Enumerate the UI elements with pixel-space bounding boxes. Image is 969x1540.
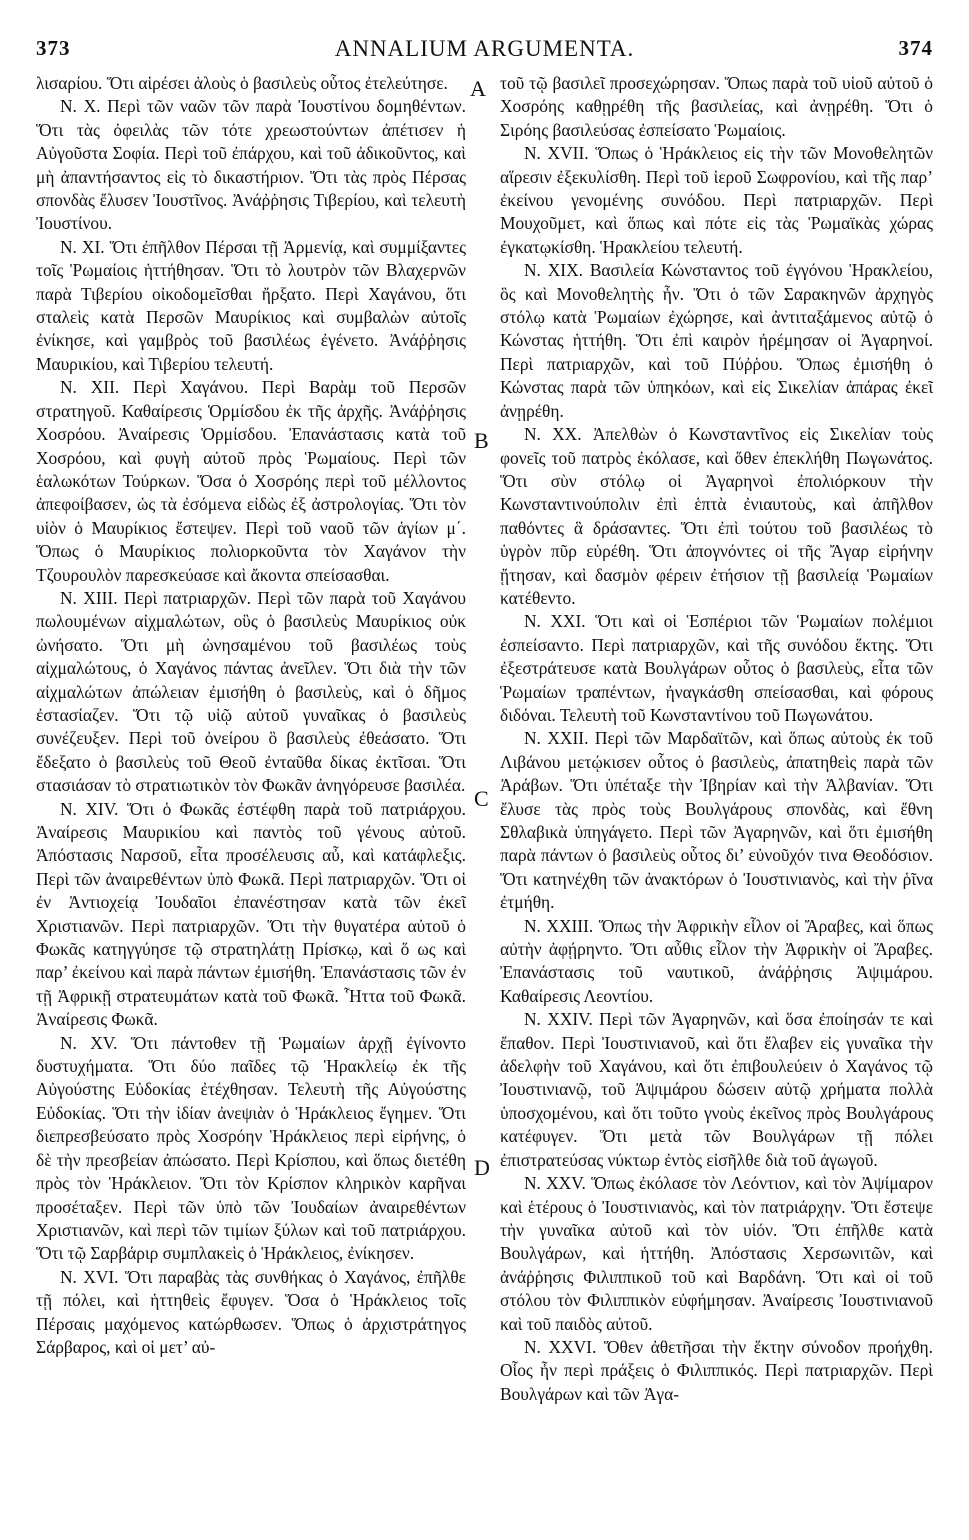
paragraph-continuation: τοῦ τῷ βασιλεῖ προσεχώρησαν. Ὅπως παρὰ τοῦ υἱοῦ αὐτοῦ ὁ Χοσρόης καθῃρέθη τῆς βασιλείας, καὶ ἀνῃρέθη. Ὅτι ὁ Σιρόης βασιλεύσας ἐσπείσατο Ῥωμαίοις. — [500, 73, 933, 140]
section-n-xxiv: N. XXIV. Περὶ τῶν Ἀγαρηνῶν, καὶ ὅσα ἐποίησάν τε καὶ ἔπαθον. Περὶ Ἰουστινιανοῦ, καὶ ὅτι ἔλαβεν εἰς γυναῖκα τὴν ἀδελφὴν τοῦ Χαγάνου, καὶ ὅτι ἐπιβουλεύειν ὁ Χαγάνος τῷ Ἰουστινιανῷ, τοῦ Ἀψιμάρου δώσειν αὐτῷ χρήματα πολλὰ ὑποσχομένου, καὶ ὅτι τοῦτο γνοὺς ἐκεῖνος πρὸς Βουλγάρους κατέφυγεν. Ὅτι μετὰ τῶν Βουλγάρων τῇ πόλει ἐπιστρατεύσας νύκτωρ ἐντὸς εἰσῆλθε διὰ τοῦ ἀγωγοῦ. — [500, 1009, 933, 1170]
section-n-xiii: N. XIII. Περὶ πατριαρχῶν. Περὶ τῶν παρὰ τοῦ Χαγάνου πωλουμένων αἰχμαλώτων, οὓς ὁ βασιλεὺς Μαυρίκιος οὐκ ὠνήσατο. Ὅτι μὴ ὠνησαμένου τοῦ βασιλέως τοὺς αἰχμαλώτους, ὁ Χαγάνος πάντας ἀνεῖλεν. Ὅτι διὰ τὴν τῶν αἰχμαλώτων ἀπώλειαν ἐμισήθη ὁ βασιλεὺς, καὶ ὁ δῆμος ἐστασίαζεν. Ὅτι τῷ υἱῷ αὐτοῦ γυναῖκας ὁ βασιλεὺς συνέζευξεν. Περὶ τοῦ ὀνείρου ὃ βασιλεὺς ἐθεάσατο. Ὅτι ἔδεξατο ὁ βασιλεὺς τοῦ Θεοῦ ἐνταῦθα δίκας ἐκτῖσαι. Ὅτι στασιάσαν τὸ στρατιωτικὸν τὸν Φωκᾶν ἀνηγόρευσε βασιλέα. — [36, 587, 466, 796]
section-n-xiv: N. XIV. Ὅτι ὁ Φωκᾶς ἐστέφθη παρὰ τοῦ πατριάρχου. Ἀναίρεσις Μαυρικίου καὶ παντὸς τοῦ γένους αὐτοῦ. Ἀπόστασις Ναρσοῦ, εἶτα προσέλευσις αὖ, καὶ κατάφλεξις. Περὶ τῶν ἀναιρεθέντων ὑπὸ Φωκᾶ. Περὶ πατριαρχῶν. Ὅτι οἱ ἐν Ἀντιοχείᾳ Ἰουδαῖοι ἐπανέστησαν κατὰ τῶν ἐκεῖ Χριστιανῶν. Περὶ πατριαρχῶν. Ὅτι τὴν θυγατέρα αὐτοῦ ὁ Φωκᾶς κατηγγύησε τῷ στρατηλάτῃ Πρίσκῳ, καὶ ὅ ως καὶ παρ’ ἐκείνου καὶ παρὰ πάντων ἐμισήθη. Ἐπανάστασις τῶν ἐν τῇ Ἀφρικῇ στρατευμάτων κατὰ τοῦ Φωκᾶ. Ἧττα τοῦ Φωκᾶ. Ἀναίρεσις Φωκᾶ. — [36, 798, 466, 1030]
margin-marker-c: C — [474, 786, 489, 811]
page-number-right: 374 — [898, 36, 933, 60]
margin-marker-a: A — [470, 76, 486, 101]
left-column — [36, 72, 466, 1520]
section-n-xx: N. XX. Ἀπελθὼν ὁ Κωνσταντῖνος εἰς Σικελίαν τοὺς φονεῖς τοῦ πατρὸς ἐκόλασε, καὶ ὅθεν ἐπεκλήθη Πωγωνάτος. Ὅτι σὺν στόλῳ οἱ Ἀγαρηνοὶ ἐπολιόρκουν τὴν Κωνσταντινούπολιν ἐπὶ ἑπτὰ ἐνιαυτοὺς, καὶ ἀπῆλθον παθόντες ἃ δράσαντες. Ὅτι ἐπὶ τούτου τοῦ βασιλέως τὸ ὑγρὸν πῦρ εὑρέθη. Ὅτι ἀπογνόντες οἱ τῆς Ἄγαρ εἰρήνην ᾔτησαν, καὶ δασμὸν φέρειν ἐτήσιον τῇ βασιλείᾳ Ῥωμαίων κατέθεντο. — [500, 424, 933, 608]
section-n-xvii: N. XVII. Ὅπως ὁ Ἡράκλειος εἰς τὴν τῶν Μονοθελητῶν αἵρεσιν ἐξεκυλίσθη. Περὶ τοῦ ἱεροῦ Σωφρονίου, καὶ τῆς παρ’ ἐκείνου γενομένης συνόδου. Περὶ πατριαρχῶν. Περὶ Μουχοῦμετ, καὶ ὅπως καὶ πότε εἰς τὰς Ῥωμαϊκὰς χώρας ἐγκατῳκίσθη. Ἡρακλείου τελευτή. — [500, 143, 933, 257]
section-n-x: N. X. Περὶ τῶν ναῶν τῶν παρὰ Ἰουστίνου δομηθέντων. Ὅτι τὰς ὀφειλὰς τῶν τότε χρεωστούντων ἀπέτισεν ἡ Αὐγοῦστα Σοφία. Περὶ τοῦ ἐπάρχου, καὶ τοῦ ἀδικοῦντος, καὶ μὴ ἀπαντήσαντος εἰς τὸ δικαστήριον. Ὅτι τὰς πρὸς Πέρσας σπονδὰς ἔλυσεν Ἰουστῖνος. Ἀνάῤῥησις Τιβερίου, καὶ τελευτὴ Ἰουστίνου. — [36, 96, 466, 234]
section-n-xi: N. XI. Ὅτι ἐπῆλθον Πέρσαι τῇ Ἀρμενίᾳ, καὶ συμμίξαντες τοῖς Ῥωμαίοις ἡττήθησαν. Ὅτι τὸ λουτρὸν τῶν Βλαχερνῶν παρὰ Τιβερίου οἰκοδομεῖσθαι ἤρξατο. Περὶ Χαγάνου, ὅτι σταλεὶς κατὰ Περσῶν Μαυρίκιος καὶ συμβαλὼν αὐτοῖς ἐνίκησε, καὶ γαμβρὸς τοῦ βασιλέως ἐγένετο. Ἀνάῤῥησις Μαυρικίου, καὶ Τιβερίου τελευτή. — [36, 236, 466, 374]
margin-marker-b: B — [474, 428, 489, 453]
section-n-xxiii: N. XXIII. Ὅπως τὴν Ἀφρικὴν εἷλον οἱ Ἄραβες, καὶ ὅπως αὐτὴν ἀφῄρηντο. Ὅτι αὖθις εἷλον τὴν Ἀφρικὴν οἱ Ἄραβες. Ἐπανάστασις τοῦ ναυτικοῦ, ἀνάῤῥησις Ἀψιμάρου. Καθαίρεσις Λεοντίου. — [500, 915, 933, 1006]
page-number-left: 373 — [36, 36, 71, 60]
paragraph-continuation: λισαρίου. Ὅτι αἱρέσει ἁλοὺς ὁ βασιλεὺς οὗτος ἐτελεύτησε. — [36, 73, 448, 93]
running-title: ANNALIUM ARGUMENTA. — [334, 36, 635, 61]
section-n-xvi: N. XVI. Ὅτι παραβὰς τὰς συνθήκας ὁ Χαγάνος, ἐπῆλθε τῇ πόλει, καὶ ἡττηθεὶς ἔφυγεν. Ὅσα ὁ Ἡράκλειος τοῖς Πέρσαις μαχόμενος κατώρθωσεν. Ὅπως ὁ ἀρχιστράτηγος Σάρβαρος, καὶ οἱ μετ’ αὐ- — [36, 1266, 466, 1357]
section-n-xxv: N. XXV. Ὅπως ἐκόλασε τὸν Λεόντιον, καὶ τὸν Ἀψίμαρον καὶ ἑτέρους ὁ Ἰουστινιανὸς, καὶ τὸν πατριάρχην. Ὅτι ἔστεψε τὴν γυναῖκα αὐτοῦ καὶ τὸν υἱόν. Ὅτι ἐπῆλθε κατὰ Βουλγάρων, καὶ ἡττήθη. Ἀπόστασις Χερσωνιτῶν, καὶ ἀνάῤῥησις Φιλιππικοῦ τοῦ καὶ Βαρδάνη. Ὅτι καὶ οἱ τοῦ στόλου τὸν Φιλιππικὸν εὐφήμησαν. Ἀναίρεσις Ἰουστινιανοῦ καὶ τοῦ παιδὸς αὐτοῦ. — [500, 1173, 933, 1334]
section-n-xv: N. XV. Ὅτι πάντοθεν τῇ Ῥωμαίων ἀρχῇ ἐγίνοντο δυστυχήματα. Ὅτι δύο παῖδες τῷ Ἡρακλείῳ ἐκ τῆς Αὐγούστης Εὐδοκίας ἐτέχθησαν. Τελευτὴ τῆς Αὐγούστης Εὐδοκίας. Ὅτι τὴν ἰδίαν ἀνεψιὰν ὁ Ἡράκλειος ἔγημεν. Ὅτι διεπρεσβεύσατο πρὸς Χοσρόην Ἡράκλειος περὶ εἰρήνης, ὁ δὲ τὴν πρεσβείαν ἀπώσατο. Περὶ Κρίσπου, καὶ ὅπως διετέθη πρὸς τὸν Ἡράκλειον. Ὅτι τὸν Κρίσπον κληρικὸν καρῆναι προσέταξεν. Περὶ τῶν ὑπὸ τῶν Ἰουδαίων ἀναιρεθέντων Χριστιανῶν, καὶ περὶ τῶν τιμίων ξύλων καὶ τοῦ πατριάρχου. Ὅτι τῷ Σαρβάριρ συμπλακεὶς ὁ Ἡράκλειος, ἐνίκησεν. — [36, 1032, 466, 1264]
margin-marker-d: D — [474, 1155, 490, 1180]
section-n-xix: N. XIX. Βασιλεία Κώνσταντος τοῦ ἐγγόνου Ἡρακλείου, ὃς καὶ Μονοθελητὴς ἦν. Ὅτι ὁ τῶν Σαρακηνῶν ἀρχηγὸς στόλῳ κατὰ Ῥωμαίων ἐχώρησε, καὶ ἀντιταξάμενος αὐτῷ ὁ Κώνστας ἡττήθη. Ὅτι ἐπὶ καιρὸν ἠρέμησαν οἱ Ἀγαρηνοί. Περὶ πατριαρχῶν, καὶ τοῦ Πύῤῥου. Ὅπως ἐμισήθη ὁ Κώνστας παρὰ τῶν ὑπηκόων, καὶ εἰς Σικελίαν ἀπάρας ἐκεῖ ἀνῃρέθη. — [500, 260, 933, 421]
page-header — [36, 36, 933, 68]
section-n-xxi: N. XXI. Ὅτι καὶ οἱ Ἑσπέριοι τῶν Ῥωμαίων πολέμιοι ἐσπείσαντο. Περὶ πατριαρχῶν, καὶ τῆς συνόδου ἕκτης. Ὅτι ἐξεστράτευσε κατὰ Βουλγάρων οὗτος ὁ βασιλεὺς, εἶτα τῶν Ῥωμαίων τραπέντων, ἠναγκάσθη σπείσασθαι, καὶ φόρους διδόναι. Τελευτὴ τοῦ Κωνσταντίνου τοῦ Πωγωνάτου. — [500, 611, 933, 725]
section-n-xii: N. XII. Περὶ Χαγάνου. Περὶ Βαρὰμ τοῦ Περσῶν στρατηγοῦ. Καθαίρεσις Ὁρμίσδου ἐκ τῆς ἀρχῆς. Ἀνάῤῥησις Χοσρόου. Ἀναίρεσις Ὁρμίσδου. Ἐπανάστασις κατὰ τοῦ Χοσρόου, καὶ φυγὴ αὐτοῦ πρὸς Ῥωμαίους. Περὶ τῶν ἑαλωκότων Τούρκων. Ὅσα ὁ Χοσρόης περὶ τοῦ μέλλοντος ἀπεφοίβασεν, ὡς τὰ ἐσόμενα εἰδὼς ἐξ ἀστρολογίας. Ὅτι τὸν υἱὸν ὁ Μαυρίκιος ἔστεψεν. Περὶ τοῦ ναοῦ τῶν ἁγίων μ΄. Ὅπως ὁ Μαυρίκιος πολιορκοῦντα τὸν Χαγάνον τὴν Τζουρουλὸν παρεσκεύασε καὶ ἄκοντα σπείσασθαι. — [36, 377, 466, 585]
section-n-xxii: N. XXII. Περὶ τῶν Μαρδαϊτῶν, καὶ ὅπως αὐτοὺς ἐκ τοῦ Λιβάνου μετῴκισεν οὗτος ὁ βασιλεὺς, ἀπατηθεὶς παρὰ τῶν Ἀράβων. Ὅτι ὑπέταξε τὴν Ἰβηρίαν καὶ τὴν Ἀλβανίαν. Ὅτι ἔλυσε τὰς πρὸς τοὺς Βουλγάρους σπονδὰς, καὶ ἔθνη Σθλαβικὰ ὑπηγάγετο. Περὶ τῶν Ἀγαρηνῶν, καὶ ὅτι ἐμισήθη παρὰ πάντων ὁ βασιλεὺς οὗτος δι’ εὐνοῦχόν τινα Θεοδόσιον. Ὅτι κατηνέχθη τῶν ἀνακτόρων ὁ Ἰουστινιανὸς, καὶ τὴν ῥῖνα ἐτμήθη. — [500, 728, 933, 913]
right-column — [500, 72, 933, 1520]
section-n-xxvi: N. XXVI. Ὅθεν ἀθετῆσαι τὴν ἕκτην σύνοδον προήχθη. Οἷος ἦν περὶ πράξεις ὁ Φιλιππικός. Περὶ πατριαρχῶν. Περὶ Βουλγάρων καὶ τῶν Ἀγα- — [500, 1336, 933, 1404]
